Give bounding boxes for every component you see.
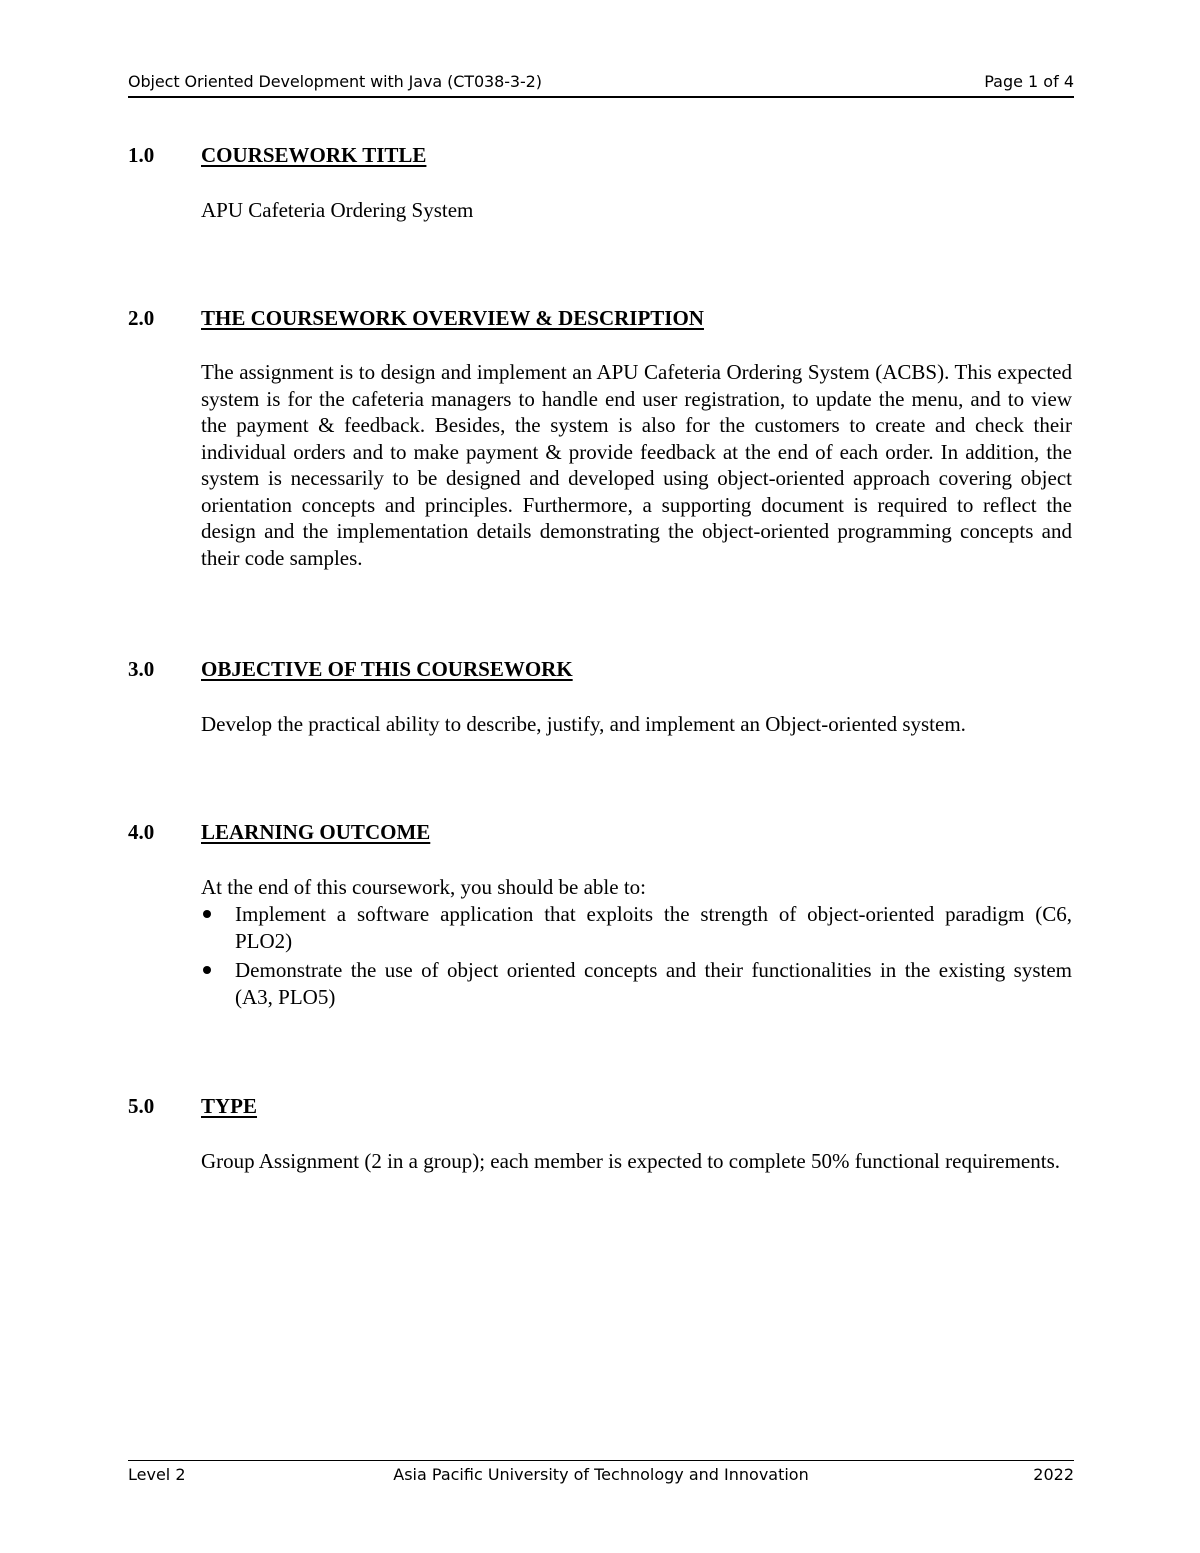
footer-year: 2022 xyxy=(1033,1465,1074,1484)
footer-level: Level 2 xyxy=(128,1465,186,1484)
section-5-text: Group Assignment (2 in a group); each member is expected to complete 50% functional requirements. xyxy=(201,1149,1061,1173)
section-number: 3.0 xyxy=(128,657,155,681)
section-number: 5.0 xyxy=(128,1094,155,1118)
bullet-icon xyxy=(203,966,211,974)
page-footer xyxy=(128,1460,1074,1487)
section-title: OBJECTIVE OF THIS COURSEWORK xyxy=(201,657,573,681)
header-page-number: Page 1 of 4 xyxy=(984,72,1074,91)
footer-institution: Asia Pacific University of Technology and Innovation xyxy=(393,1465,809,1484)
section-number: 1.0 xyxy=(128,143,155,167)
bullet-icon xyxy=(203,910,211,918)
section-number: 2.0 xyxy=(128,306,155,330)
section-3-text: Develop the practical ability to describe, justify, and implement an Object-oriented system. xyxy=(201,712,966,736)
section-number: 4.0 xyxy=(128,820,155,844)
list-item-text: Implement a software application that exploits the strength of object-oriented paradigm (C6, PLO2) xyxy=(235,902,1072,953)
section-title: TYPE xyxy=(201,1094,258,1118)
section-4-intro: At the end of this coursework, you should be able to: xyxy=(201,875,646,899)
section-title: COURSEWORK TITLE xyxy=(201,143,427,167)
section-title: THE COURSEWORK OVERVIEW & DESCRIPTION xyxy=(201,306,704,330)
page-header xyxy=(128,72,1074,98)
learning-outcome-list xyxy=(201,901,1072,1013)
header-course-title: Object Oriented Development with Java (CT038-3-2) xyxy=(128,72,542,91)
list-item-text: Demonstrate the use of object oriented concepts and their functionalities in the existing system (A3, PLO5) xyxy=(235,958,1072,1009)
section-2-text: The assignment is to design and implement an APU Cafeteria Ordering System (ACBS). This expected system is for the cafeteria managers to handle end user registration, to update the menu, and to view the payment & feedback. Besides, the system is also for the customers to create and check their individual orders and to make payment & provide feedback at the end of each order. In addition, the system is necessarily to be designed and developed using object-oriented approach covering object orientation concepts and principles. Furthermore, a supporting document is required to reflect the design and the implementation details demonstrating the object-oriented programming concepts and their code samples. xyxy=(201,360,1072,570)
list-item xyxy=(201,901,1072,954)
section-1-text: APU Cafeteria Ordering System xyxy=(201,198,474,222)
list-item xyxy=(201,957,1072,1010)
section-title: LEARNING OUTCOME xyxy=(201,820,431,844)
